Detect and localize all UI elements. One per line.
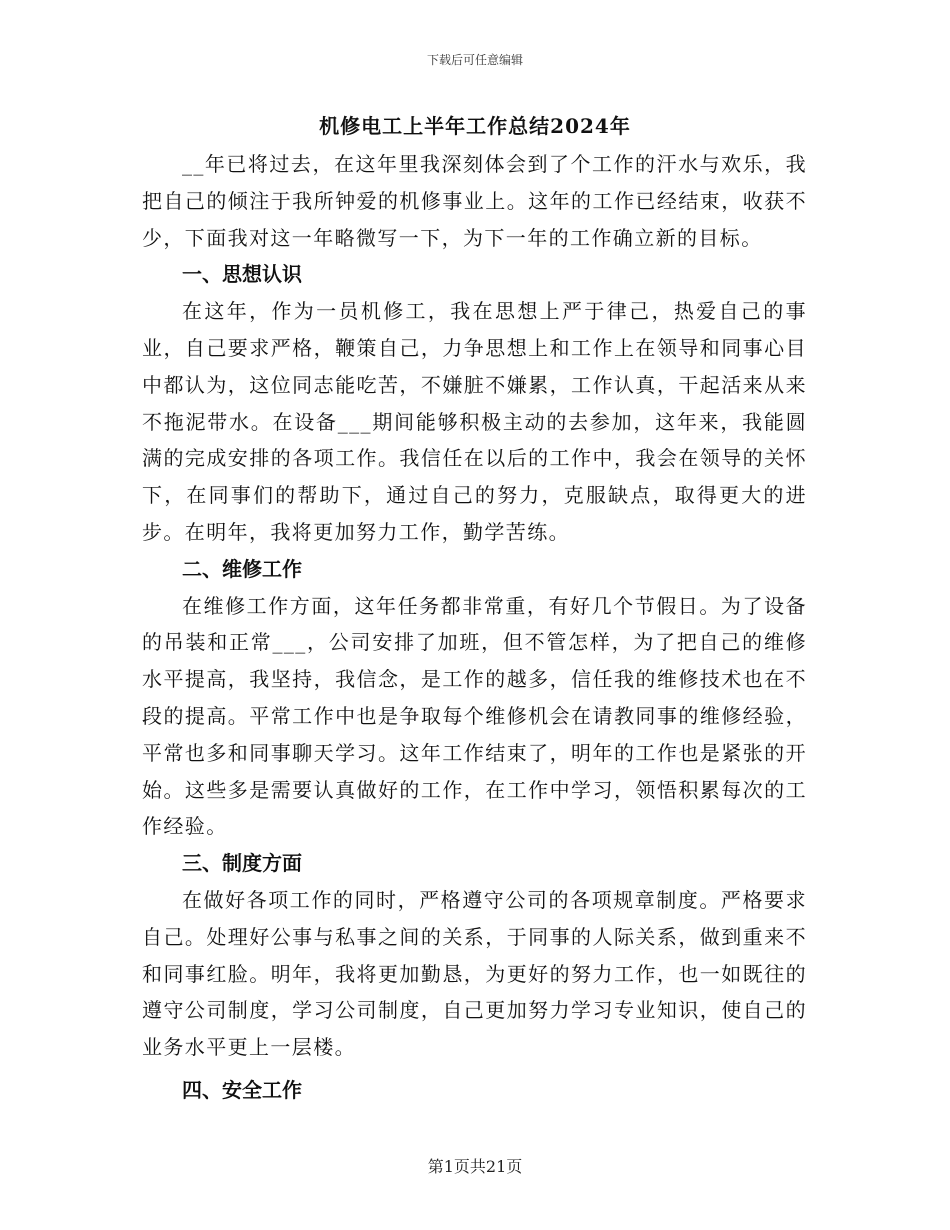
document-body xyxy=(142,146,807,1109)
section-paragraph-thought: 在这年，作为一员机修工，我在思想上严于律己，热爱自己的事业，自己要求严格，鞭策自己，力争思想上和工作上在领导和同事心目中都认为，这位同志能吃苦，不嫌脏不嫌累，工作认真，干起活来从来不拖泥带水。在设备___期间能够积极主动的去参加，这年来，我能圆满的完成安排的各项工作。我信任在以后的工作中，我会在领导的关怀下，在同事们的帮助下，通过自己的努力，克服缺点，取得更大的进步。在明年，我将更加努力工作，勤学苦练。 xyxy=(142,299,807,544)
section-heading-maintenance: 二、维修工作 xyxy=(182,556,302,581)
section-heading-thought: 一、思想认识 xyxy=(182,262,302,287)
section-paragraph-maintenance: 在维修工作方面，这年任务都非常重，有好几个节假日。为了设备的吊装和正常___，公司安排了加班，但不管怎样，为了把自己的维修水平提高，我坚持，我信念，是工作的越多，信任我的维修技术也在不段的提高。平常工作中也是争取每个维修机会在请教同事的维修经验，平常也多和同事聊天学习。这年工作结束了，明年的工作也是紧张的开始。这些多是需要认真做好的工作，在工作中学习，领悟积累每次的工作经验。 xyxy=(142,593,807,839)
section-paragraph-rules: 在做好各项工作的同时，严格遵守公司的各项规章制度。严格要求自己。处理好公事与私事之间的关系，于同事的人际关系，做到重来不和同事红脸。明年，我将更加勤恳，为更好的努力工作，也一如既往的遵守公司制度，学习公司制度，自己更加努力学习专业知识，使自己的业务水平更上一层楼。 xyxy=(142,887,807,1060)
section-heading-rules: 三、制度方面 xyxy=(182,851,302,876)
intro-paragraph: __年已将过去，在这年里我深刻体会到了个工作的汗水与欢乐，我把自己的倾注于我所钟爱的机修事业上。这年的工作已经结束，收获不少，下面我对这一年略微写一下，为下一年的工作确立新的目标。 xyxy=(142,152,807,250)
page-header-note: 下载后可任意编辑 xyxy=(426,53,523,67)
page-number: 第1页共21页 xyxy=(427,1157,523,1176)
section-heading-safety: 四、安全工作 xyxy=(182,1077,302,1102)
document-title: 机修电工上半年工作总结2024年 xyxy=(319,114,631,138)
